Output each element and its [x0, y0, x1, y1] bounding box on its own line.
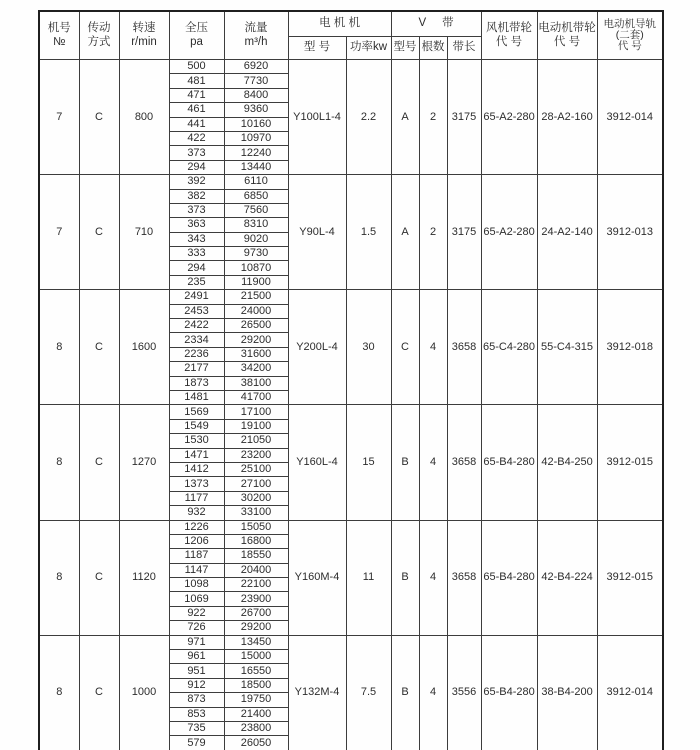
- flow-cell: 6850: [224, 189, 288, 203]
- pressure-cell: 961: [169, 650, 224, 664]
- pressure-cell: 1206: [169, 534, 224, 548]
- flow-cell: 12240: [224, 146, 288, 160]
- flow-cell: 19100: [224, 419, 288, 433]
- flow-cell: 9360: [224, 103, 288, 117]
- pressure-cell: 1569: [169, 405, 224, 419]
- drive-mode-cell: C: [79, 60, 119, 175]
- fan-pulley-code-cell: 65-B4-280: [481, 405, 537, 520]
- fan-no-cell: 8: [39, 635, 79, 750]
- header-pressure: 全压 pa: [169, 11, 224, 60]
- vbelt-type-cell: B: [391, 635, 419, 750]
- flow-cell: 31600: [224, 347, 288, 361]
- header-vbelt-length: 带长: [447, 37, 481, 60]
- header-speed: 转速 r/min: [119, 11, 169, 60]
- table-body: [39, 60, 663, 750]
- pressure-cell: 2453: [169, 304, 224, 318]
- pressure-cell: 441: [169, 117, 224, 131]
- motor-pulley-code-cell: 55-C4-315: [537, 290, 597, 405]
- pressure-cell: 1373: [169, 477, 224, 491]
- rail-code-cell: 3912-014: [597, 60, 663, 175]
- fan-pulley-code-cell: 65-B4-280: [481, 635, 537, 750]
- pressure-cell: 735: [169, 721, 224, 735]
- fan-pulley-code-cell: 65-C4-280: [481, 290, 537, 405]
- speed-cell: 710: [119, 175, 169, 290]
- pressure-cell: 1069: [169, 592, 224, 606]
- flow-cell: 21050: [224, 434, 288, 448]
- speed-cell: 1270: [119, 405, 169, 520]
- motor-model-cell: Y160M-4: [288, 520, 346, 635]
- header-drive-mode: 传动 方式: [79, 11, 119, 60]
- table-row: [39, 60, 663, 74]
- table-row: [39, 635, 663, 649]
- flow-cell: 33100: [224, 506, 288, 520]
- flow-cell: 26050: [224, 736, 288, 750]
- motor-model-cell: Y90L-4: [288, 175, 346, 290]
- flow-cell: 29200: [224, 621, 288, 635]
- flow-cell: 10870: [224, 261, 288, 275]
- motor-model-cell: Y200L-4: [288, 290, 346, 405]
- flow-cell: 6110: [224, 175, 288, 189]
- pressure-cell: 333: [169, 247, 224, 261]
- pressure-cell: 1412: [169, 462, 224, 476]
- flow-cell: 9020: [224, 232, 288, 246]
- fan-no-cell: 7: [39, 175, 79, 290]
- motor-power-cell: 15: [346, 405, 391, 520]
- vbelt-type-cell: C: [391, 290, 419, 405]
- motor-pulley-code-cell: 28-A2-160: [537, 60, 597, 175]
- flow-cell: 22100: [224, 578, 288, 592]
- vbelt-count-cell: 4: [419, 290, 447, 405]
- pressure-cell: 1549: [169, 419, 224, 433]
- flow-cell: 9730: [224, 247, 288, 261]
- pressure-cell: 2236: [169, 347, 224, 361]
- flow-cell: 6920: [224, 60, 288, 74]
- flow-cell: 38100: [224, 376, 288, 390]
- flow-cell: 16550: [224, 664, 288, 678]
- flow-cell: 13440: [224, 160, 288, 174]
- motor-power-cell: 2.2: [346, 60, 391, 175]
- flow-cell: 17100: [224, 405, 288, 419]
- motor-model-cell: Y100L1-4: [288, 60, 346, 175]
- flow-cell: 15000: [224, 650, 288, 664]
- header-motor-power: 功率kw: [346, 37, 391, 60]
- flow-cell: 26500: [224, 319, 288, 333]
- pressure-cell: 1873: [169, 376, 224, 390]
- flow-cell: 21500: [224, 290, 288, 304]
- flow-cell: 15050: [224, 520, 288, 534]
- pressure-cell: 726: [169, 621, 224, 635]
- pressure-cell: 294: [169, 160, 224, 174]
- table-row: [39, 290, 663, 304]
- pressure-cell: 1147: [169, 563, 224, 577]
- flow-cell: 27100: [224, 477, 288, 491]
- vbelt-count-cell: 4: [419, 635, 447, 750]
- flow-cell: 25100: [224, 462, 288, 476]
- flow-cell: 16800: [224, 534, 288, 548]
- vbelt-length-cell: 3175: [447, 60, 481, 175]
- rail-code-cell: 3912-014: [597, 635, 663, 750]
- pressure-cell: 461: [169, 103, 224, 117]
- motor-power-cell: 30: [346, 290, 391, 405]
- speed-cell: 800: [119, 60, 169, 175]
- pressure-cell: 500: [169, 60, 224, 74]
- fan-no-cell: 7: [39, 60, 79, 175]
- drive-mode-cell: C: [79, 520, 119, 635]
- fan-pulley-code-cell: 65-A2-280: [481, 175, 537, 290]
- speed-cell: 1000: [119, 635, 169, 750]
- fan-spec-table: [38, 10, 664, 750]
- pressure-cell: 1226: [169, 520, 224, 534]
- pressure-cell: 951: [169, 664, 224, 678]
- pressure-cell: 922: [169, 606, 224, 620]
- header-fan-pulley-code: 风机带轮 代 号: [481, 11, 537, 60]
- header-motor-pulley-code: 电动机带轮 代 号: [537, 11, 597, 60]
- rail-code-cell: 3912-013: [597, 175, 663, 290]
- fan-no-cell: 8: [39, 290, 79, 405]
- vbelt-type-cell: B: [391, 520, 419, 635]
- flow-cell: 8310: [224, 218, 288, 232]
- pressure-cell: 373: [169, 203, 224, 217]
- pressure-cell: 235: [169, 275, 224, 289]
- pressure-cell: 294: [169, 261, 224, 275]
- rail-code-cell: 3912-018: [597, 290, 663, 405]
- flow-cell: 18550: [224, 549, 288, 563]
- vbelt-count-cell: 2: [419, 60, 447, 175]
- flow-cell: 34200: [224, 362, 288, 376]
- vbelt-length-cell: 3175: [447, 175, 481, 290]
- pressure-cell: 392: [169, 175, 224, 189]
- rail-code-cell: 3912-015: [597, 520, 663, 635]
- fan-pulley-code-cell: 65-A2-280: [481, 60, 537, 175]
- vbelt-type-cell: B: [391, 405, 419, 520]
- pressure-cell: 971: [169, 635, 224, 649]
- vbelt-count-cell: 4: [419, 405, 447, 520]
- flow-cell: 23200: [224, 448, 288, 462]
- header-vbelt-count: 根数: [419, 37, 447, 60]
- pressure-cell: 873: [169, 693, 224, 707]
- flow-cell: 7560: [224, 203, 288, 217]
- header-fan-no: 机号 №: [39, 11, 79, 60]
- flow-cell: 30200: [224, 491, 288, 505]
- flow-cell: 23800: [224, 721, 288, 735]
- header-vbelt-type: 型号: [391, 37, 419, 60]
- fan-no-cell: 8: [39, 520, 79, 635]
- pressure-cell: 2491: [169, 290, 224, 304]
- header-vbelt-group: V 带: [391, 11, 481, 37]
- table-row: [39, 175, 663, 189]
- motor-pulley-code-cell: 24-A2-140: [537, 175, 597, 290]
- motor-power-cell: 11: [346, 520, 391, 635]
- flow-cell: 19750: [224, 693, 288, 707]
- pressure-cell: 1098: [169, 578, 224, 592]
- flow-cell: 24000: [224, 304, 288, 318]
- header-motor-group: 电 机 机: [288, 11, 391, 37]
- speed-cell: 1120: [119, 520, 169, 635]
- flow-cell: 11900: [224, 275, 288, 289]
- vbelt-length-cell: 3658: [447, 520, 481, 635]
- pressure-cell: 2177: [169, 362, 224, 376]
- flow-cell: 7730: [224, 74, 288, 88]
- motor-power-cell: 7.5: [346, 635, 391, 750]
- flow-cell: 29200: [224, 333, 288, 347]
- flow-cell: 10160: [224, 117, 288, 131]
- pressure-cell: 2422: [169, 319, 224, 333]
- header-motor-rail-code: 电动机导轨 (二套) 代 号: [597, 11, 663, 60]
- motor-pulley-code-cell: 42-B4-224: [537, 520, 597, 635]
- motor-pulley-code-cell: 42-B4-250: [537, 405, 597, 520]
- flow-cell: 20400: [224, 563, 288, 577]
- drive-mode-cell: C: [79, 175, 119, 290]
- pressure-cell: 471: [169, 88, 224, 102]
- pressure-cell: 1471: [169, 448, 224, 462]
- speed-cell: 1600: [119, 290, 169, 405]
- pressure-cell: 1177: [169, 491, 224, 505]
- pressure-cell: 373: [169, 146, 224, 160]
- flow-cell: 8400: [224, 88, 288, 102]
- pressure-cell: 481: [169, 74, 224, 88]
- vbelt-length-cell: 3658: [447, 405, 481, 520]
- pressure-cell: 343: [169, 232, 224, 246]
- vbelt-type-cell: A: [391, 60, 419, 175]
- fan-no-cell: 8: [39, 405, 79, 520]
- drive-mode-cell: C: [79, 290, 119, 405]
- pressure-cell: 2334: [169, 333, 224, 347]
- pressure-cell: 932: [169, 506, 224, 520]
- pressure-cell: 853: [169, 707, 224, 721]
- pressure-cell: 1530: [169, 434, 224, 448]
- motor-pulley-code-cell: 38-B4-200: [537, 635, 597, 750]
- flow-cell: 41700: [224, 390, 288, 404]
- pressure-cell: 579: [169, 736, 224, 750]
- drive-mode-cell: C: [79, 405, 119, 520]
- pressure-cell: 912: [169, 678, 224, 692]
- flow-cell: 26700: [224, 606, 288, 620]
- vbelt-count-cell: 4: [419, 520, 447, 635]
- flow-cell: 21400: [224, 707, 288, 721]
- flow-cell: 10970: [224, 131, 288, 145]
- pressure-cell: 363: [169, 218, 224, 232]
- pressure-cell: 1481: [169, 390, 224, 404]
- motor-power-cell: 1.5: [346, 175, 391, 290]
- vbelt-length-cell: 3658: [447, 290, 481, 405]
- vbelt-type-cell: A: [391, 175, 419, 290]
- pressure-cell: 1187: [169, 549, 224, 563]
- flow-cell: 18500: [224, 678, 288, 692]
- flow-cell: 23900: [224, 592, 288, 606]
- table-header: [39, 11, 663, 60]
- header-motor-model: 型 号: [288, 37, 346, 60]
- rail-code-cell: 3912-015: [597, 405, 663, 520]
- drive-mode-cell: C: [79, 635, 119, 750]
- vbelt-count-cell: 2: [419, 175, 447, 290]
- motor-model-cell: Y160L-4: [288, 405, 346, 520]
- table-row: [39, 405, 663, 419]
- motor-model-cell: Y132M-4: [288, 635, 346, 750]
- table-row: [39, 520, 663, 534]
- pressure-cell: 422: [169, 131, 224, 145]
- fan-pulley-code-cell: 65-B4-280: [481, 520, 537, 635]
- vbelt-length-cell: 3556: [447, 635, 481, 750]
- pressure-cell: 382: [169, 189, 224, 203]
- header-flow: 流量 m³/h: [224, 11, 288, 60]
- flow-cell: 13450: [224, 635, 288, 649]
